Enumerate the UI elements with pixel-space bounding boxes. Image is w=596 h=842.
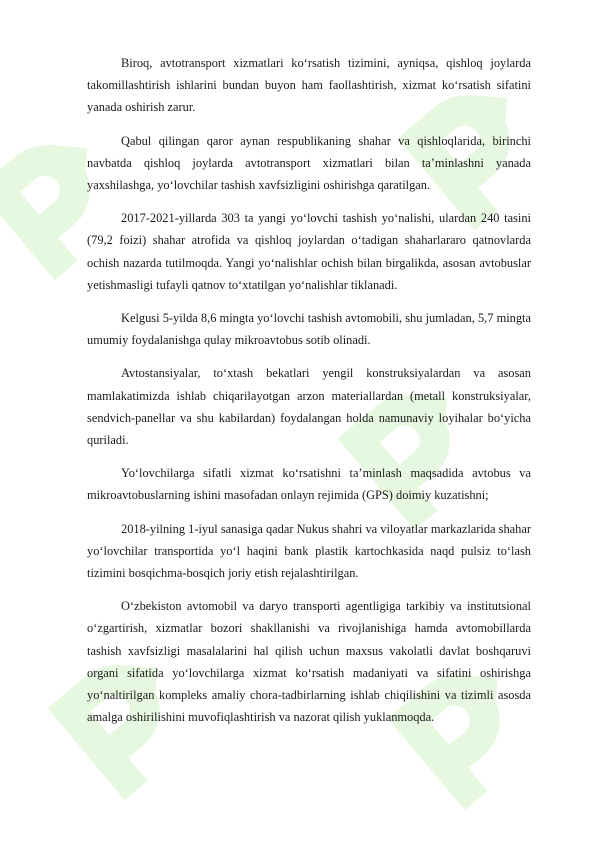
- paragraph: Qabul qilingan qaror aynan respublikaning shahar va qishloqlarida, birinchi navbatda qishloq joylarda avtotransport xizmatlari bilan ta’minlashni yanada yaxshilashga, yo‘lovchilar tashish xavfsizligini oshirishga qaratilgan.: [87, 133, 531, 193]
- document-body: [87, 52, 531, 739]
- paragraph: 2018-yilning 1-iyul sanasiga qadar Nukus shahri va viloyatlar markazlarida shahar yo‘lovchilar transportida yo‘l haqini bank plastik kartochkasida naqd pulsiz to‘lash tizimini bosqichma-bosqich joriy etish rejalashtirilgan.: [87, 521, 531, 581]
- paragraph: Kelgusi 5-yilda 8,6 mingta yo‘lovchi tashish avtomobili, shu jumladan, 5,7 mingta umumiy foydalanishga qulay mikroavtobus sotib olinadi.: [87, 311, 531, 348]
- paragraph: 2017-2021-yillarda 303 ta yangi yo‘lovchi tashish yo‘nalishi, ulardan 240 tasini (79,2 foizi) shahar atrofida va qishloq joylardan o‘tadigan shaharlararo qatnovlarda ochish nazarda tutilmoqda. Yangi yo‘nalishlar ochish bilan birgalikda, asosan avtobuslar yetishmasligi tufayli qatnov to‘xtatilgan yo‘nalishlar tiklanadi.: [87, 211, 531, 292]
- paragraph: Biroq, avtotransport xizmatlari ko‘rsatish tizimini, ayniqsa, qishloq joylarda takomillashtirish ishlarini bundan buyon ham faollashtirish, xizmat ko‘rsatish sifatini yanada oshirish zarur.: [87, 56, 531, 115]
- paragraph: Avtostansiyalar, to‘xtash bekatlari yengil konstruksiyalardan va asosan mamlakatimizda ishlab chiqarilayotgan arzon materiallardan (metall konstruksiyalar, sendvich-panellar va shu kabilardan) foydalangan holda namunaviy loyihalar bo‘yicha quriladi.: [87, 366, 531, 448]
- paragraph: Yo‘lovchilarga sifatli xizmat ko‘rsatishni ta’minlash maqsadida avtobus va mikroavtobuslarning ishini masofadan onlayn rejimida (GPS) doimiy kuzatishni;: [87, 466, 531, 503]
- paragraph: O‘zbekiston avtomobil va daryo transporti agentligiga tarkibiy va institutsional o‘zgartirish, xizmatlar bozori shakllanishi va rivojlanishiga hamda avtomobillarda tashish xavfsizligi masalalarini hal qilish uchun maxsus vakolatli davlat boshqaruvi organi sifatida yo‘lovchilarga xizmat ko‘rsatish madaniyati va sifatini oshirishga yo‘naltirilgan kompleks amaliy chora-tadbirlarning ishlab chiqilishini va tizimli asosda amalga oshirilishini muvofiqlashtirish va nazorat qilish yuklanmoqda.: [87, 599, 531, 725]
